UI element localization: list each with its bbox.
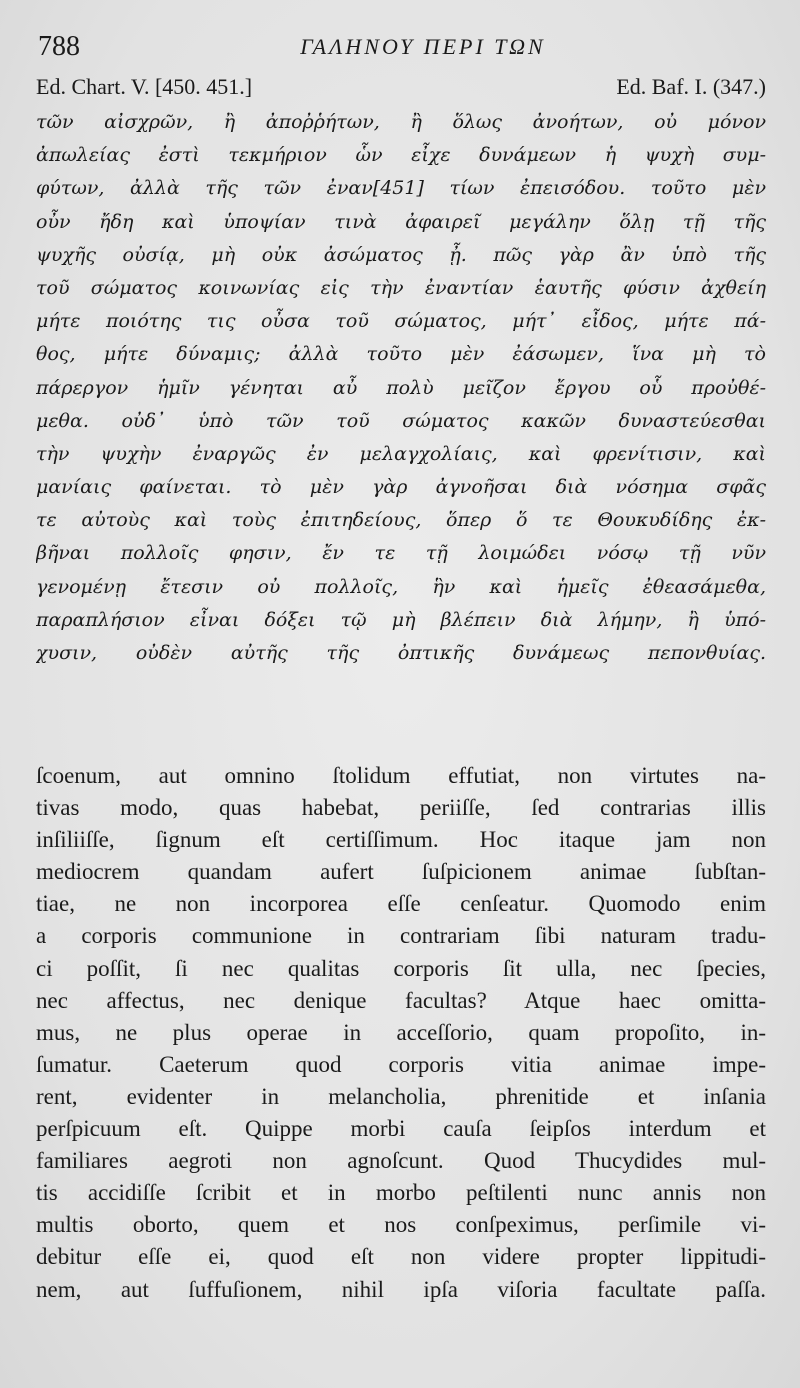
greek-line: μεθα. οὐδ᾽ ὑπὸ τῶν τοῦ σώματος κακῶν δυναστεύεσθαι (36, 409, 766, 432)
latin-text-block (36, 760, 766, 1306)
greek-line: μανίαις φαίνεται. τὸ μὲν γὰρ ἀγνοῆσαι διὰ νόσημα σφᾶς (36, 476, 766, 499)
edition-chart-reference: Ed. Chart. V. [450. 451.] (36, 74, 253, 99)
greek-line: φύτων, ἀλλὰ τῆς τῶν ἐναν[451] τίων ἐπεισόδου. τοῦτο μὲν (36, 177, 766, 200)
greek-line: τὴν ψυχὴν ἐναργῶς ἐν μελαγχολίαις, καὶ φρενίτισιν, καὶ (36, 442, 766, 465)
latin-line: nec affectus, nec denique facultas? Atque haec omitta- (36, 987, 766, 1013)
greek-line: χυσιν, οὐδὲν αὐτῆς τῆς ὀπτικῆς δυνάμεως πεπονθυίας. (36, 642, 766, 664)
latin-line: ci poſſit, ſi nec qualitas corporis ſit ulla, nec ſpecies, (36, 955, 766, 981)
greek-line: μήτε ποιότης τις οὖσα τοῦ σώματος, μήτ᾽ εἶδος, μήτε πά- (36, 310, 766, 333)
latin-line: mediocrem quandam aufert ſuſpicionem animae ſubſtan- (36, 859, 766, 885)
running-title: ΓΑΛΗΝΟΥ ΠΕΡΙ ΤΩΝ (300, 34, 546, 59)
latin-line: ſumatur. Caeterum quod corporis vitia animae impe- (36, 1051, 766, 1077)
latin-line: inſiliiſſe, ſignum eſt certiſſimum. Hoc itaque jam non (36, 827, 766, 853)
latin-line: tis accidiſſe ſcribit et in morbo peſtilenti nunc annis non (36, 1180, 766, 1206)
greek-line: πάρεργον ἡμῖν γένηται αὖ πολὺ μεῖζον ἔργου οὗ προὐθέ- (36, 376, 766, 399)
greek-line: ἀπωλείας ἐστὶ τεκμήριον ὧν εἶχε δυνάμεων ἡ ψυχὴ συμ- (36, 144, 766, 167)
greek-line: οὖν ἤδη καὶ ὑποψίαν τινὰ ἀφαιρεῖ μεγάλην ὅλῃ τῇ τῆς (36, 210, 766, 233)
latin-line: debitur eſſe ei, quod eſt non videre propter lippitudi- (36, 1244, 766, 1270)
edition-references (36, 72, 766, 102)
latin-line: rent, evidenter in melancholia, phrenitide et inſania (36, 1083, 766, 1109)
greek-line: θος, μήτε δύναμις; ἀλλὰ τοῦτο μὲν ἐάσωμεν, ἵνα μὴ τὸ (36, 343, 766, 366)
latin-line: multis oborto, quem et nos conſpeximus, perſimile vi- (36, 1212, 766, 1238)
greek-line: γενομένῃ ἔτεσιν οὐ πολλοῖς, ἣν καὶ ἡμεῖς ἐθεασάμεθα, (36, 575, 766, 598)
latin-line: nem, aut ſuffuſionem, nihil ipſa viſoria facultate paſſa. (36, 1276, 766, 1302)
greek-line: τοῦ σώματος κοινωνίας εἰς τὴν ἐναντίαν ἑαυτῆς φύσιν ἀχθείη (36, 276, 766, 299)
page-header (38, 30, 768, 64)
greek-line: βῆναι πολλοῖς φησιν, ἔν τε τῇ λοιμώδει νόσῳ τῇ νῦν (36, 542, 766, 565)
latin-line: perſpicuum eſt. Quippe morbi cauſa ſeipſos interdum et (36, 1116, 766, 1142)
greek-line: παραπλήσιον εἶναι δόξει τῷ μὴ βλέπειν διὰ λήμην, ἢ ὑπό- (36, 608, 766, 631)
greek-text-block (36, 106, 766, 670)
page-number: 788 (38, 31, 80, 62)
latin-line: mus, ne plus operae in acceſſorio, quam propoſito, in- (36, 1019, 766, 1045)
latin-line: a corporis communione in contrariam ſibi naturam tradu- (36, 923, 766, 949)
greek-line: τῶν αἰσχρῶν, ἢ ἀποῤῥήτων, ἢ ὅλως ἀνοήτων, οὐ μόνον (36, 111, 766, 133)
latin-line: tiae, ne non incorporea eſſe cenſeatur. Quomodo enim (36, 891, 766, 917)
edition-basel-reference: Ed. Baf. I. (347.) (616, 74, 766, 99)
latin-line: tivas modo, quas habebat, periiſſe, ſed contrarias illis (36, 795, 766, 821)
latin-line: familiares aegroti non agnoſcunt. Quod Thucydides mul- (36, 1148, 766, 1174)
greek-line: ψυχῆς οὐσίᾳ, μὴ οὐκ ἀσώματος ᾖ. πῶς γὰρ ἂν ὑπὸ τῆς (36, 243, 766, 266)
greek-line: τε αὐτοὺς καὶ τοὺς ἐπιτηδείους, ὅπερ ὅ τε Θουκυδίδης ἐκ- (36, 509, 766, 532)
latin-line: ſcoenum, aut omnino ſtolidum effutiat, non virtutes na- (36, 763, 766, 788)
